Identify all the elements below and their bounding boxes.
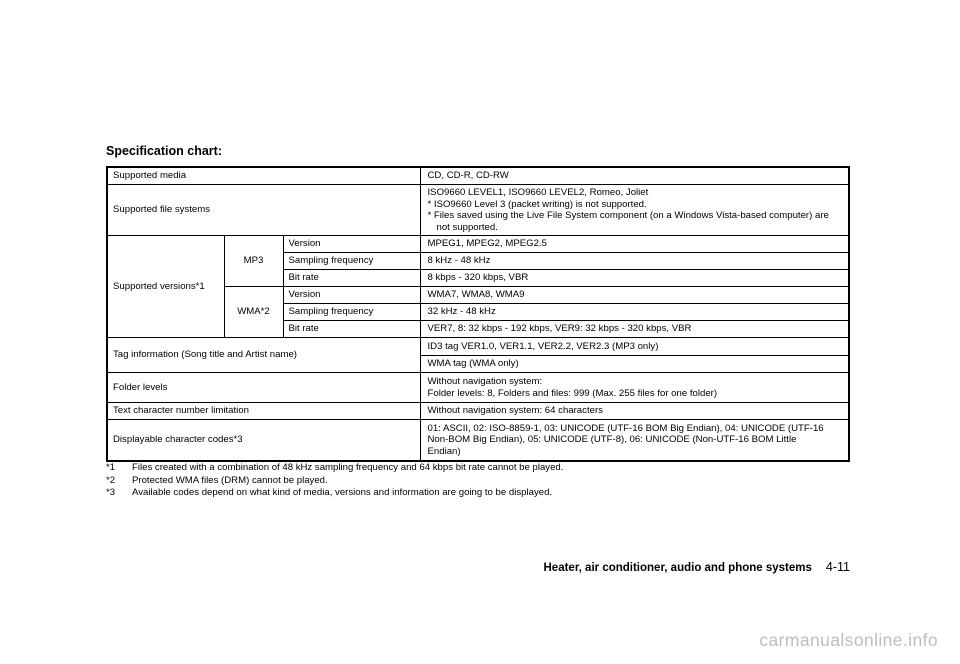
table-row <box>107 420 849 462</box>
row-label-supported-versions: Supported versions*1 <box>107 236 224 338</box>
table-row <box>107 167 849 185</box>
row-label-folder-levels: Folder levels <box>107 373 420 403</box>
row-value-tag-id3: ID3 tag VER1.0, VER1.1, VER2.2, VER2.3 (MP3 only) <box>420 338 849 356</box>
table-row <box>107 338 849 356</box>
footnote-text: Available codes depend on what kind of media, versions and information are going to be displayed. <box>132 487 553 498</box>
footnote-mark: *3 <box>106 487 116 498</box>
file-systems-line: not supported. <box>436 221 498 233</box>
footnote-mark: *2 <box>106 474 116 486</box>
row-label-tag-information: Tag information (Song title and Artist name) <box>107 338 420 373</box>
sub-label: Sampling frequency <box>283 253 420 270</box>
table-row <box>107 236 849 253</box>
page-footer <box>544 560 851 574</box>
sub-value: 8 kbps - 320 kbps, VBR <box>420 270 849 287</box>
footnote-text: Protected WMA files (DRM) cannot be played. <box>132 474 328 486</box>
footnote <box>106 462 563 475</box>
sub-label: Bit rate <box>283 270 420 287</box>
sub-label: Bit rate <box>283 321 420 338</box>
sub-label: Version <box>283 287 420 304</box>
folder-levels-line: Without navigation system: <box>427 376 543 387</box>
display-codes-line: Non-BOM Big Endian), 05: UNICODE (UTF-8), 06: UNICODE (Non-UTF-16 BOM Little <box>427 434 797 446</box>
file-systems-line: * Files saved using the Live File System component (on a Windows Vista-based computer) are <box>427 210 829 221</box>
section-title: Heater, air conditioner, audio and phone systems <box>543 562 812 574</box>
row-label-file-systems: Supported file systems <box>107 185 420 236</box>
table-row <box>107 403 849 420</box>
specification-table <box>106 166 850 462</box>
sub-value: WMA7, WMA8, WMA9 <box>420 287 849 304</box>
row-label-text-limit: Text character number limitation <box>107 403 420 420</box>
row-label-display-codes: Displayable character codes*3 <box>107 420 420 462</box>
footnotes <box>106 462 563 500</box>
sub-value: 8 kHz - 48 kHz <box>420 253 849 270</box>
format-label-mp3: MP3 <box>224 236 283 287</box>
format-label-wma: WMA*2 <box>224 287 283 338</box>
footnote-text: Files created with a combination of 48 kHz sampling frequency and 64 kbps bit rate cannot be played. <box>132 462 564 473</box>
watermark: carmanualsonline.info <box>759 630 938 650</box>
table-row <box>107 373 849 403</box>
footnote <box>106 475 563 488</box>
footnote-mark: *1 <box>106 462 116 473</box>
display-codes-line: 01: ASCII, 02: ISO-8859-1, 03: UNICODE (UTF-16 BOM Big Endian), 04: UNICODE (UTF-16 <box>427 422 824 434</box>
table-row <box>107 185 849 236</box>
row-value-tag-wma: WMA tag (WMA only) <box>420 356 849 373</box>
folder-levels-line: Folder levels: 8, Folders and files: 999 (Max. 255 files for one folder) <box>427 387 718 399</box>
row-value-supported-media: CD, CD-R, CD-RW <box>420 167 849 185</box>
sub-label: Sampling frequency <box>283 304 420 321</box>
display-codes-line: Endian) <box>427 445 461 457</box>
sub-value: 32 kHz - 48 kHz <box>420 304 849 321</box>
row-label-supported-media: Supported media <box>107 167 420 185</box>
row-value-folder-levels <box>420 373 849 403</box>
sub-value: MPEG1, MPEG2, MPEG2.5 <box>420 236 849 253</box>
sub-label: Version <box>283 236 420 253</box>
footnote <box>106 487 563 500</box>
row-value-text-limit: Without navigation system: 64 characters <box>420 403 849 420</box>
row-value-display-codes <box>420 420 849 462</box>
row-value-file-systems <box>420 185 849 236</box>
page-number: 4-11 <box>825 560 850 574</box>
page-heading: Specification chart: <box>106 144 222 158</box>
file-systems-line: ISO9660 LEVEL1, ISO9660 LEVEL2, Romeo, Joliet <box>427 187 649 198</box>
file-systems-line: * ISO9660 Level 3 (packet writing) is not supported. <box>427 198 647 210</box>
sub-value: VER7, 8: 32 kbps - 192 kbps, VER9: 32 kbps - 320 kbps, VBR <box>420 321 849 338</box>
